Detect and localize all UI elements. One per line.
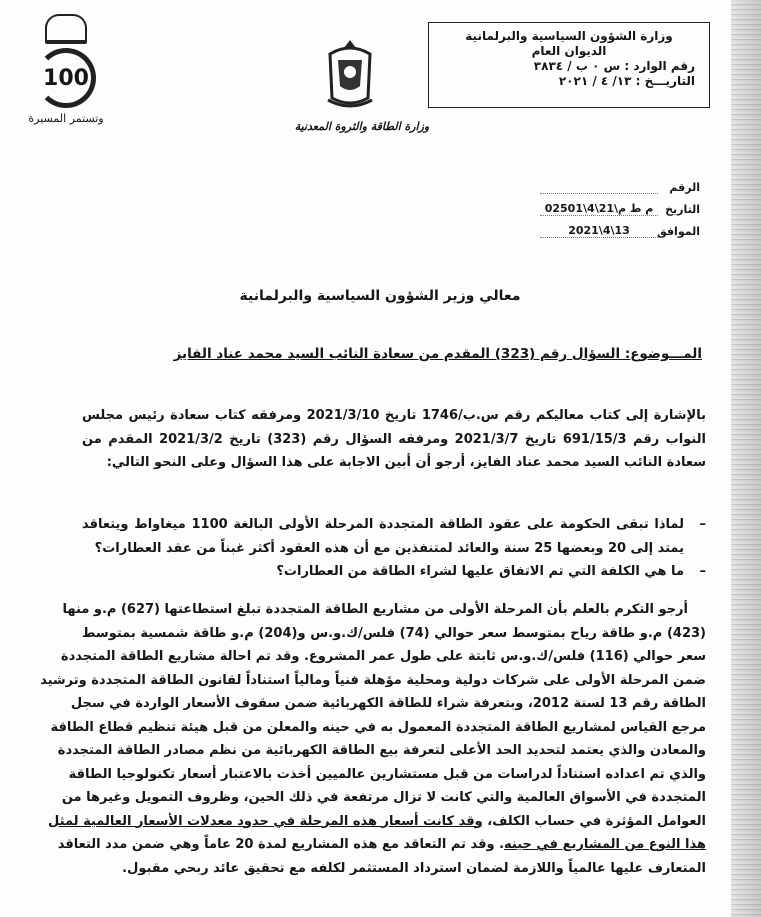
ref-number-value — [540, 193, 658, 194]
ref-number-row — [540, 172, 700, 194]
text-line: المتعارف عليها عالمياً واللازمة لضمان استرداد المستثمر لكلفه مع تحقيق عائد ربحي مقبول. — [122, 860, 706, 876]
incoming-stamp — [428, 22, 710, 108]
scan-edge — [731, 0, 761, 917]
question-item: – ما هي الكلفة التي تم الاتفاق عليها لشراء الطاقة من العطارات؟ — [276, 564, 706, 579]
ref-date-label: التاريخ — [665, 203, 700, 216]
stamp-ministry: وزارة الشؤون السياسية والبرلمانية — [465, 29, 673, 43]
questions-list — [82, 513, 706, 584]
ref-number-label: الرقم — [669, 181, 700, 194]
text-line: سعادة النائب السيد محمد عناد الفايز، أرجو أن أبين الاجابة على هذا السؤال وعلى النحو التالي: — [106, 455, 706, 470]
text-line: ما هي الكلفة التي تم الاتفاق عليها لشراء الطاقة من العطارات؟ — [276, 564, 684, 579]
stamp-date-label: التاريـــخ : — [635, 74, 695, 88]
text-line: والمعادن والذي يعتمد لتحديد الحد الأعلى لتعرفة بيع الطاقة الكهربائية من نظم مصادر الطاقة المتجددة — [57, 743, 706, 758]
text-line: (423) م.و طاقة رياح بمتوسط سعر حوالي (74) فلس/ك.و.س و(204) م.و طاقة شمسية بمتوسط — [82, 625, 706, 641]
ref-date-value: م ط م\21\4\02501 — [540, 202, 658, 216]
question-item: – لماذا تبقى الحكومة على عقود الطاقة المتجددة المرحلة الأولى البالغة 1100 ميغاواط ويتعاقد — [82, 517, 706, 532]
text-line: لماذا تبقى الحكومة على عقود الطاقة المتجددة المرحلة الأولى البالغة 1100 ميغاواط ويتعاقد — [82, 517, 684, 532]
text-line: ضمن المرحلة الأولى على شركات دولية ومحلية مؤهلة فنياً ومالياً استناداً لقانون الطاقة المتجددة وترشيد — [40, 672, 706, 688]
ref-hijri-value: 2021\4\13 — [540, 224, 658, 238]
intro-paragraph — [82, 404, 706, 475]
text-line: النواب رقم 691/15/3 تاريخ 2021/3/7 ومرفقه السؤال رقم (323) تاريخ 2021/3/2 المقدم من — [82, 431, 706, 447]
stamp-date — [443, 74, 695, 89]
stamp-number-value: س ٠ ب / ٣٨٣٤ — [533, 59, 621, 73]
stamp-department: الديوان العام — [531, 44, 607, 58]
centennial-logo — [26, 14, 106, 139]
text-line: الطاقة رقم 13 لسنة 2012، وبتعرفة شراء للطاقة الكهربائية ضمن سقوف الأسعار الواردة في سجل — [70, 696, 706, 711]
crown-icon — [45, 14, 87, 44]
addressee: معالي وزير الشؤون السياسية والبرلمانية — [239, 288, 521, 304]
stamp-number — [443, 59, 695, 74]
underlined-text: وقد كانت أسعار هذه المرحلة في حدود معدلات الأسعار العالمية لمثل — [48, 813, 483, 829]
underlined-text: هذا النوع من المشاريع في حينه — [504, 837, 706, 852]
ref-hijri-row — [540, 216, 700, 238]
coat-of-arms-icon — [322, 38, 378, 110]
text-line: سعر حوالي (116) فلس/ك.و.س ثابتة على طول عمر المشروع. وقد تم احالة مشاريع الطاقة المتجددة — [60, 649, 706, 664]
question-item-cont: يمتد إلى 20 وبعضها 25 سنة والعائد لمتنفذين مع أن هذه العقود أكثر غبناً من عقد العطارات؟ — [94, 540, 684, 556]
subject-line: المـــوضوع: السؤال رقم (323) المقدم من سعادة النائب السيد محمد عناد الفايز — [173, 346, 702, 362]
text-span: العوامل المؤثرة في حساب الكلف، — [482, 813, 706, 829]
stamp-date-value: ١٣/ ٤ / ٢٠٢١ — [558, 74, 632, 88]
text-line: مرجع القياس لمشاريع الطاقة المتجددة المعمول به في حينه والمعلن من قبل هيئة تنظيم قطاع الطاقة — [50, 719, 706, 735]
stamp-number-label: رقم الوارد : — [624, 59, 695, 73]
text-line — [48, 810, 706, 834]
reference-block — [540, 172, 700, 238]
logo-number: 100 — [36, 48, 96, 108]
logo-caption: وتستمر المسيرة — [28, 112, 104, 125]
text-line: المتجددة في الأسواق العالمية والتي كانت لا تزال مرتفعة في ذلك الحين، وظروف التمويل وغيرها من — [61, 790, 706, 805]
text-span: . وقد تم التعاقد مع هذه المشاريع لمدة 20 عاماً وهي ضمن مدد التعاقد — [57, 837, 505, 852]
ref-date-row — [540, 194, 700, 216]
ministry-name: وزارة الطاقة والثروة المعدنية — [294, 120, 430, 133]
text-line: بالإشارة إلى كتاب معاليكم رقم س.ب/1746 تاريخ 2021/3/10 ومرفقه كتاب سعادة رئيس مجلس — [82, 408, 706, 423]
ref-hijri-label: الموافق — [656, 225, 700, 238]
answer-paragraph — [40, 598, 706, 880]
text-line: أرجو التكرم بالعلم بأن المرحلة الأولى من مشاريع الطاقة المتجددة تبلغ استطاعتها (627) م.و منها — [62, 602, 688, 617]
text-line: والذي تم اعداده استناداً لدراسات من قبل مستشارين عالميين أخذت بالاعتبار أسعار تكنولوجيا الطاقة — [68, 766, 706, 782]
text-line — [57, 833, 706, 857]
